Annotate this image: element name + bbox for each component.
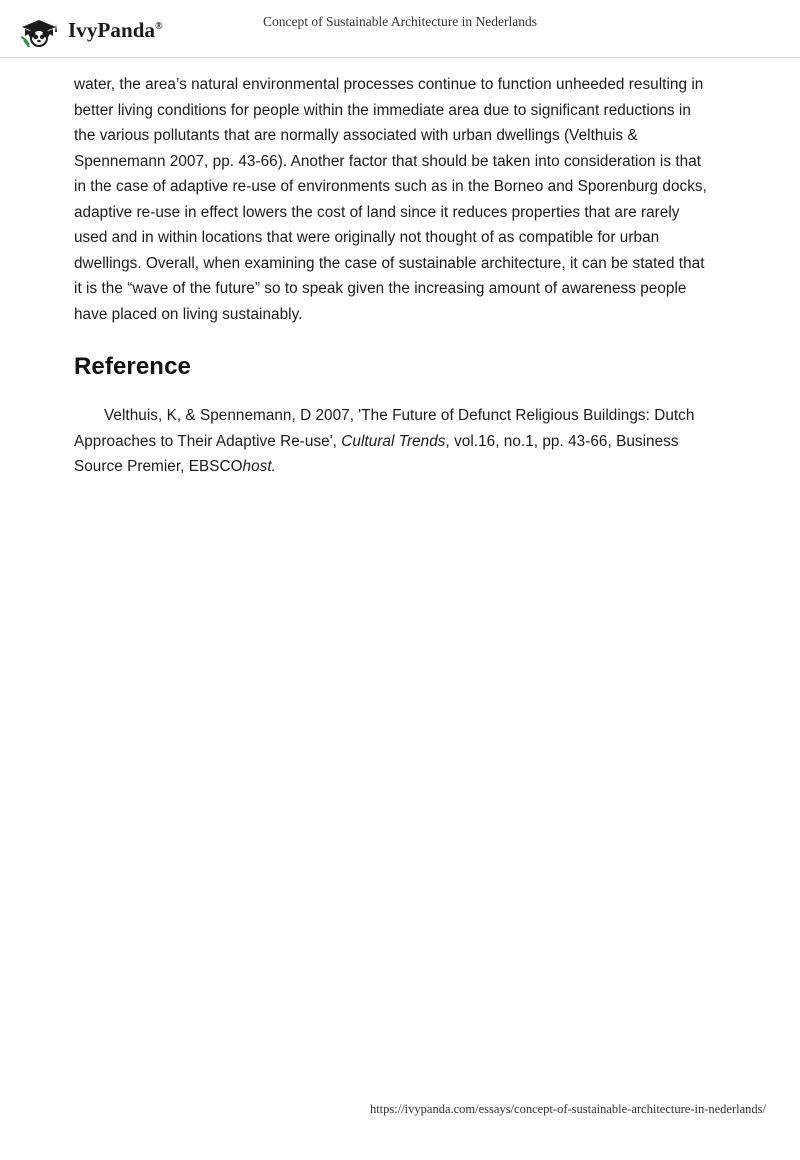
registered-mark: ® [155, 20, 163, 32]
document-content [74, 72, 714, 480]
page-footer [0, 1100, 800, 1118]
page-header [0, 0, 800, 58]
reference-text-part1: Velthuis, K, & Spennemann, D 2007, 'The Future of Defunct Religious Buildings: Dutch Approaches to Their Adaptive Re-use', [74, 407, 695, 450]
source-url-link[interactable]: https://ivypanda.com/essays/concept-of-sustainable-architecture-in-nederlands/ [369, 1102, 766, 1116]
document-title: Concept of Sustainable Architecture in Nederlands [262, 14, 538, 29]
reference-text-part2: , vol.16, no.1, pp. 43-66, Business Source Premier, EBSCO [74, 432, 679, 475]
brand-name: IvyPanda® [68, 17, 163, 42]
reference-host-suffix: host. [242, 458, 276, 475]
body-paragraph: water, the area’s natural environmental processes continue to function unheeded resulting in better living conditions for people within the immediate area due to significant reductions in the various pollutants that are normally associated with urban dwellings (Velthuis & Spennemann 2007, pp. 43-66). Another factor that should be taken into consideration is that in the case of adaptive re-use of environments such as in the Borneo and Sporenburg docks, adaptive re-use in effect lowers the cost of land since it reduces properties that are rarely used and in within locations that were originally not thought of as compatible for urban dwellings. Overall, when examining the case of sustainable architecture, it can be stated that it is the “wave of the future” so to speak given the increasing amount of awareness people have placed on living sustainably. [74, 76, 707, 323]
reference-journal-title: Cultural Trends [341, 432, 446, 450]
reference-entry [74, 403, 714, 480]
section-heading-reference: Reference [74, 353, 191, 380]
